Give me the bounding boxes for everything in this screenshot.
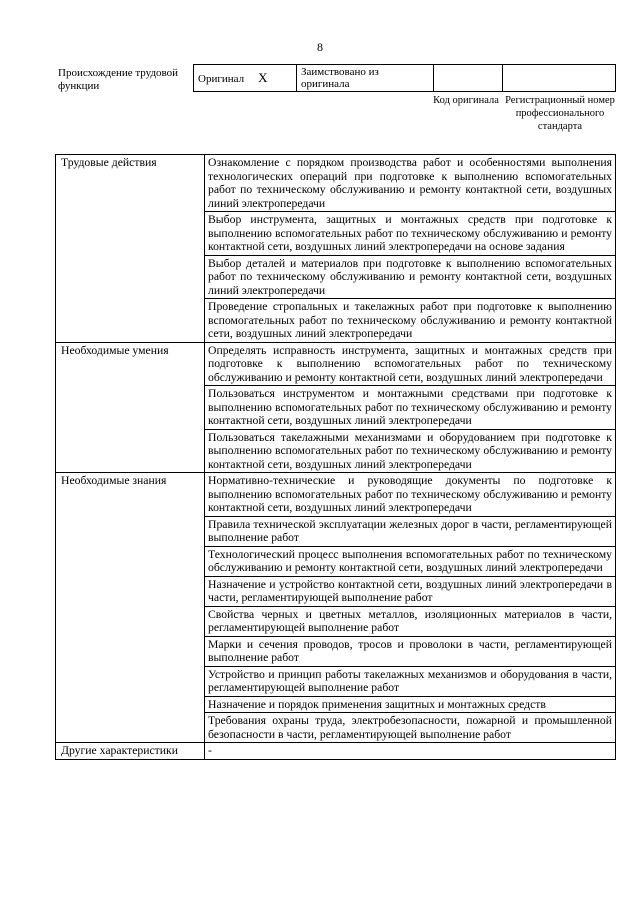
table-row <box>56 155 616 212</box>
original-cell <box>194 65 297 92</box>
section-item: Пользоваться инструментом и монтажными средствами при подготовке к выполнению вспомогательных работ по техническому обслуживанию и ремонту контактной сети, воздушных линий электропередачи <box>205 386 616 430</box>
reg-caption: Регистрационный номер профессионального стандарта <box>505 95 615 132</box>
section-item: Определять исправность инструмента, защитных и монтажных средств при подготовке к выполнению вспомогательных работ по техническому обслуживанию и ремонту контактной сети, воздушных линий электропередачи <box>205 342 616 386</box>
section-item: Назначение и устройство контактной сети, воздушных линий электропередачи в части, регламентирующей выполнение работ <box>205 576 616 606</box>
section-item: Пользоваться такелажными механизмами и оборудованием при подготовке к выполнению вспомогательных работ по техническому обслуживанию и ремонту контактной сети, воздушных линий электропередачи <box>205 429 616 473</box>
section-item: - <box>205 743 616 760</box>
table-row <box>56 743 616 760</box>
original-label: Оригинал <box>198 72 245 85</box>
section-title: Другие характеристики <box>56 743 205 760</box>
table-row <box>56 473 616 517</box>
section-item: Ознакомление с порядком производства работ и особенностями выполнения технологических операций при подготовке к выполнению вспомогательных работ по техническому обслуживанию и ремонту контактной сети, воздушных линий электропередачи <box>205 155 616 212</box>
origin-table <box>193 64 616 92</box>
origin-label: Происхождение трудовой функции <box>58 67 179 92</box>
original-mark: X <box>258 69 268 85</box>
section-item: Правила технической эксплуатации железных дорог в части, регламентирующей выполнение работ <box>205 516 616 546</box>
section-title: Трудовые действия <box>56 155 205 343</box>
section-item: Проведение стропальных и такелажных работ при подготовке к выполнению вспомогательных работ по техническому обслуживанию и ремонту контактной сети, воздушных линий электропередачи <box>205 299 616 343</box>
reg-number-cell <box>503 65 616 92</box>
section-item: Выбор инструмента, защитных и монтажных средств при подготовке к выполнению вспомогательных работ по техническому обслуживанию и ремонту контактной сети, воздушных линий электропередачи на основе задания <box>205 212 616 256</box>
borrowed-label: Заимствовано из оригинала <box>301 66 379 90</box>
section-item: Марки и сечения проводов, тросов и проволоки в части, регламентирующей выполнение работ <box>205 636 616 666</box>
section-item: Выбор деталей и материалов при подготовке к выполнению вспомогательных работ по техническому обслуживанию и ремонту контактной сети, воздушных линий электропередачи <box>205 255 616 299</box>
section-item: Нормативно-технические и руководящие документы по подготовке к выполнению вспомогательных работ по техническому обслуживанию и ремонту контактной сети, воздушных линий электропередачи <box>205 473 616 517</box>
section-item: Требования охраны труда, электробезопасности, пожарной и промышленной безопасности в части, регламентирующей выполнение работ <box>205 713 616 743</box>
borrowed-cell <box>297 65 434 92</box>
section-item: Свойства черных и цветных металлов, изоляционных материалов в части, регламентирующей выполнение работ <box>205 606 616 636</box>
section-item: Устройство и принцип работы такелажных механизмов и оборудования в части, регламентирующей выполнение работ <box>205 666 616 696</box>
section-title: Необходимые умения <box>56 342 205 473</box>
table-row <box>56 342 616 386</box>
section-item: Назначение и порядок применения защитных и монтажных средств <box>205 696 616 713</box>
section-item: Технологический процесс выполнения вспомогательных работ по техническому обслуживанию и ремонту контактной сети, воздушных линий электропередачи <box>205 546 616 576</box>
code-cell <box>434 65 503 92</box>
code-caption: Код оригинала <box>433 95 499 106</box>
section-title: Необходимые знания <box>56 473 205 743</box>
labor-function-table <box>55 154 616 760</box>
page-number: 8 <box>317 40 323 54</box>
